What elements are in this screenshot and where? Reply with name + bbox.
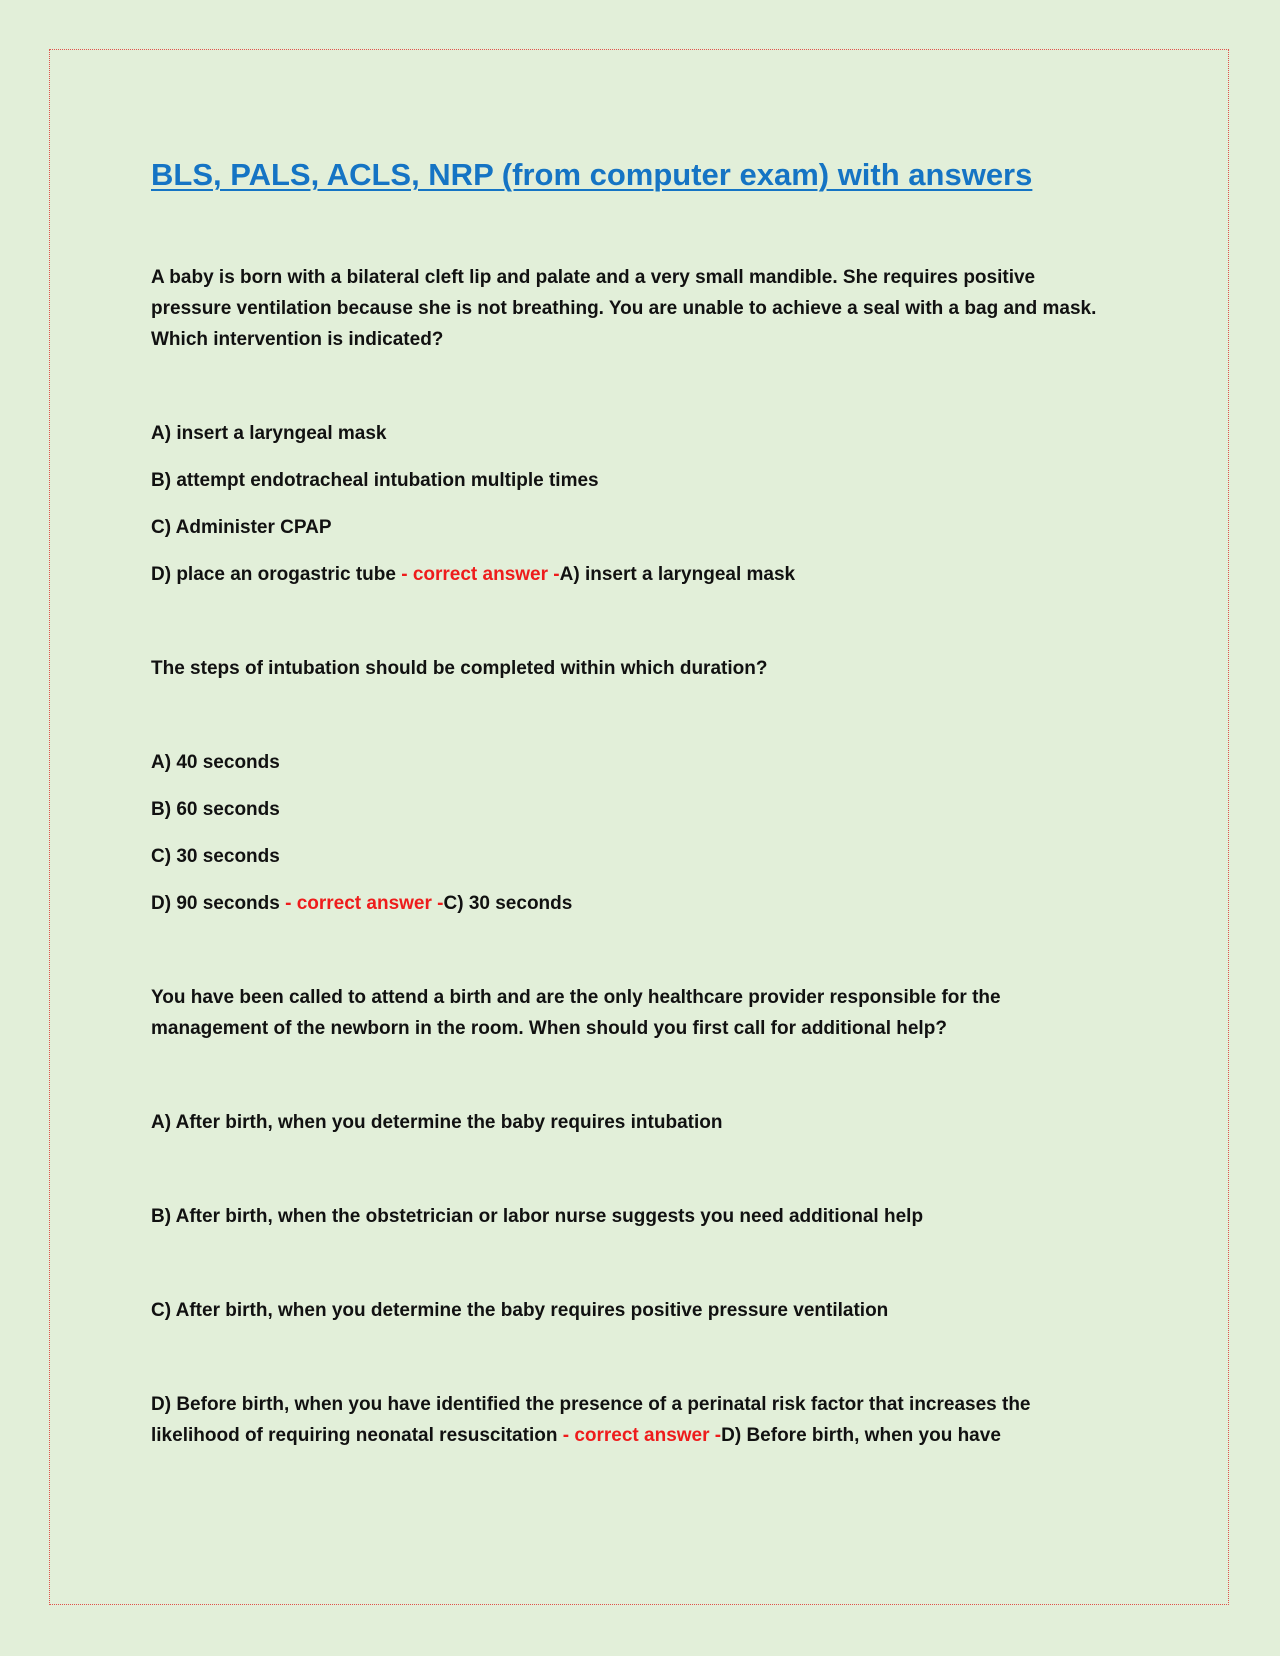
document-body (151, 150, 1101, 1451)
question-text: You have been called to attend a birth and are the only healthcare provider responsible for the management of the newborn in the room. When should you first call for additional help? (151, 987, 1001, 1039)
option-d: D) 90 seconds (151, 893, 280, 914)
question-2 (151, 653, 1101, 919)
answer-text: D) Before birth, when you have (721, 1425, 1001, 1446)
option-d-with-answer (151, 888, 1101, 919)
correct-answer-marker: - correct answer - (557, 1425, 722, 1446)
option-d-with-answer (151, 1389, 1101, 1451)
option-d: D) Before birth, when you have identified the presence of a perinatal risk factor that increases the likelihood of requiring neonatal resuscitation (151, 1394, 1031, 1446)
correct-answer-marker: - correct answer - (279, 893, 444, 914)
option-a: A) insert a laryngeal mask (151, 423, 387, 444)
question-text: The steps of intubation should be completed within which duration? (151, 658, 768, 679)
option-c: C) After birth, when you determine the baby requires positive pressure ventilation (151, 1300, 889, 1321)
option-b: B) After birth, when the obstetrician or labor nurse suggests you need additional help (151, 1206, 924, 1227)
question-text: A baby is born with a bilateral cleft lip and palate and a very small mandible. She requires positive pressure ventilation because she is not breathing. You are unable to achieve a seal with a bag and mask. Which intervention is indicated? (151, 267, 1097, 350)
option-d-with-answer (151, 559, 1101, 590)
document-title[interactable]: BLS, PALS, ACLS, NRP (from computer exam) with answers (151, 157, 1033, 192)
option-a: A) After birth, when you determine the baby requires intubation (151, 1112, 723, 1133)
option-c: C) 30 seconds (151, 846, 280, 867)
answer-text: C) 30 seconds (443, 893, 573, 914)
answer-text: A) insert a laryngeal mask (559, 564, 796, 585)
option-d: D) place an orogastric tube (151, 564, 396, 585)
option-c: C) Administer CPAP (151, 517, 332, 538)
option-b: B) 60 seconds (151, 799, 280, 820)
option-b: B) attempt endotracheal intubation multiple times (151, 470, 599, 491)
question-3 (151, 982, 1101, 1451)
question-1 (151, 262, 1101, 590)
option-a: A) 40 seconds (151, 752, 280, 773)
correct-answer-marker: - correct answer - (395, 564, 560, 585)
